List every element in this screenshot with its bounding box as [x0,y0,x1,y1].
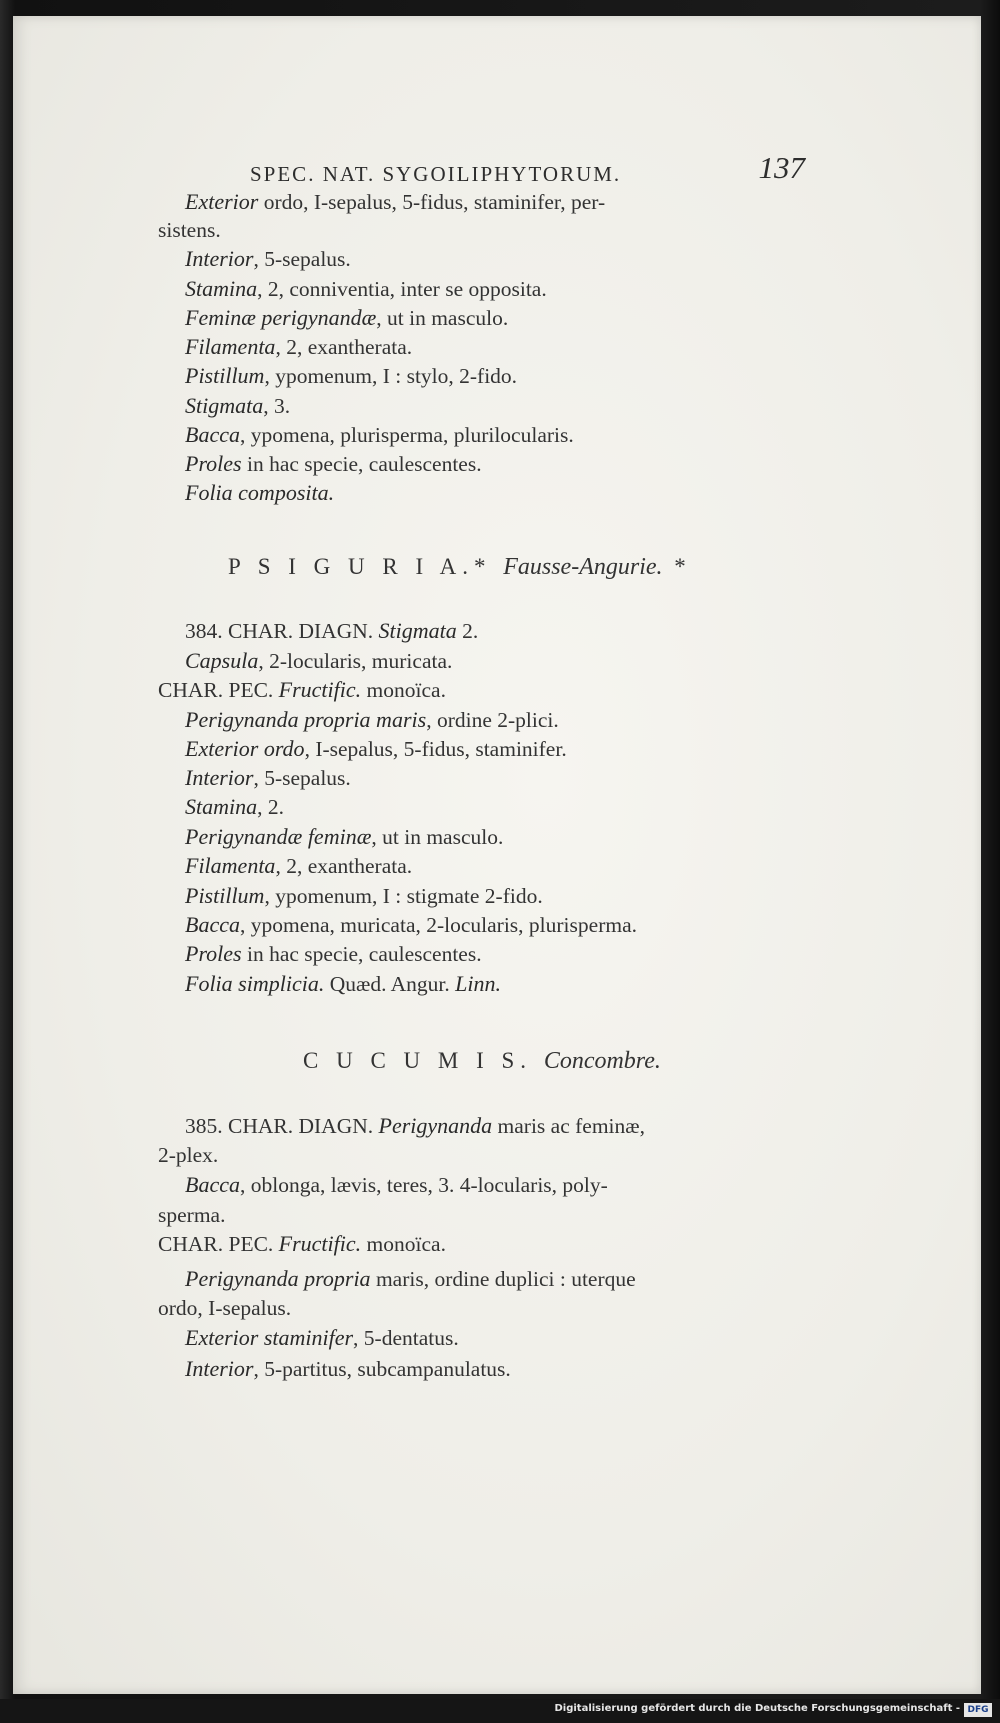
text-line: Interior, 5-sepalus. [185,765,351,790]
funding-notice: Digitalisierung gefördert durch die Deutsche Forschungsgemeinschaft - [554,1703,960,1714]
text-line: Perigynanda propria maris, ordine duplici : uterque [185,1266,636,1291]
text-line: Bacca, ypomena, muricata, 2-locularis, plurisperma. [185,912,637,937]
text-line: Exterior staminifer, 5-dentatus. [185,1325,459,1350]
text-line: Bacca, ypomena, plurisperma, plurilocularis. [185,422,574,447]
genus-heading-psiguria: P S I G U R I A.* Fausse-Angurie. * [228,554,692,580]
text-line: 385. CHAR. DIAGN. Perigynanda maris ac feminæ, [185,1113,645,1138]
text-line: 2-plex. [158,1143,219,1167]
running-head: SPEC. NAT. SYGOILIPHYTORUM. [250,162,622,186]
text-line: Interior, 5-partitus, subcampanulatus. [185,1356,511,1381]
text-line: Exterior ordo, I-sepalus, 5-fidus, staminifer, per- [185,189,606,214]
text-line: Proles in hac specie, caulescentes. [185,941,482,966]
text-line: CHAR. PEC. Fructific. monoïca. [158,677,446,702]
text-line: Folia composita. [185,480,335,505]
digitization-footer [0,1699,1000,1723]
text-line: CHAR. PEC. Fructific. monoïca. [158,1231,446,1256]
text-line: Pistillum, ypomenum, I : stigmate 2-fido. [185,883,543,908]
text-line: Proles in hac specie, caulescentes. [185,451,482,476]
text-line: Stamina, 2. [185,794,284,819]
text-line: sistens. [158,218,221,242]
text-line: Stamina, 2, conniventia, inter se opposita. [185,276,547,301]
text-line: Interior, 5-sepalus. [185,246,351,271]
text-line: Perigynandæ feminæ, ut in masculo. [185,824,504,849]
book-page [13,16,981,1694]
page-number: 137 [758,150,805,185]
text-line: Exterior ordo, I-sepalus, 5-fidus, staminifer. [185,736,567,761]
text-line: Filamenta, 2, exantherata. [185,334,413,359]
text-line: Folia simplicia. Quæd. Angur. Linn. [185,971,501,996]
text-line: Stigmata, 3. [185,393,291,418]
dfg-logo-icon: DFG [964,1703,992,1717]
genus-heading-cucumis: C U C U M I S. Concombre. [303,1048,661,1074]
page-text [13,16,981,1694]
text-line: 384. CHAR. DIAGN. Stigmata 2. [185,618,479,643]
text-line: ordo, I-sepalus. [158,1296,292,1320]
text-line: Capsula, 2-locularis, muricata. [185,648,453,673]
text-line: Pistillum, ypomenum, I : stylo, 2-fido. [185,363,518,388]
text-line: Feminæ perigynandæ, ut in masculo. [185,305,509,330]
text-line: Perigynanda propria maris, ordine 2-plici. [185,707,559,732]
text-line: sperma. [158,1203,226,1227]
text-line: Bacca, oblonga, lævis, teres, 3. 4-locularis, poly- [185,1172,608,1197]
text-line: Filamenta, 2, exantherata. [185,853,413,878]
page-header [250,150,805,190]
